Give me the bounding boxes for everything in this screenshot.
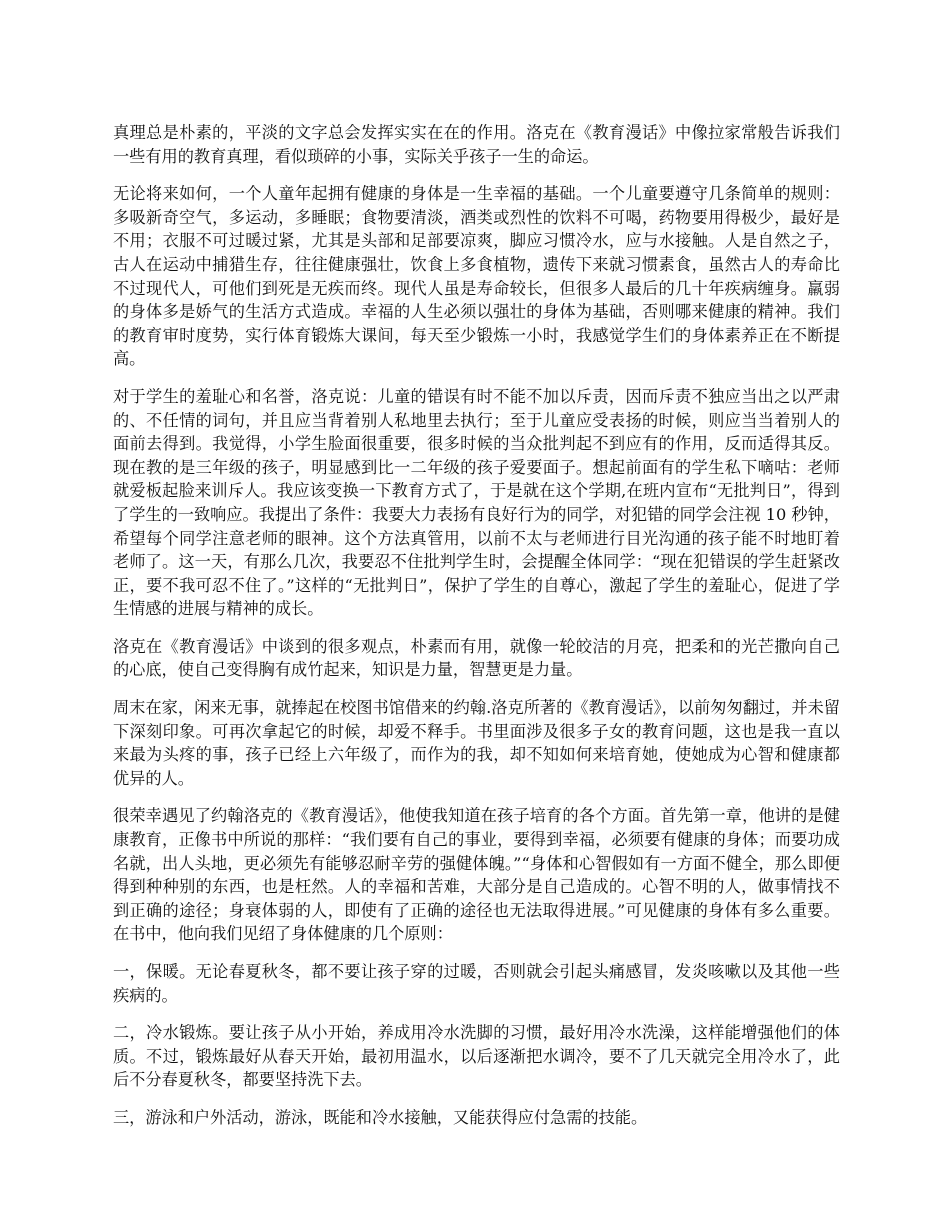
paragraph-3: 对于学生的羞耻心和名誉，洛克说：儿童的错误有时不能不加以斥责，因而斥责不独应当出之以严肃的、不任情的词句，并且应当背着别人私地里去执行；至于儿童应受表扬的时候，则应当当着别人的面前去得到。我觉得，小学生脸面很重要，很多时候的当众批判起不到应有的作用，反而适得其反。现在教的是三年级的孩子，明显感到比一二年级的孩子爱要面子。想起前面有的学生私下嘀咕：老师就爱板起脸来训斥人。我应该变换一下教育方式了，于是就在这个学期,在班内宣布“无批判日”，得到了学生的一致响应。我提出了条件：我要大力表扬有良好行为的同学，对犯错的同学会注视 10 秒钟，希望每个同学注意老师的眼神。这个方法真管用，以前不太与老师进行目光沟通的孩子能不时地盯着老师了。这一天，有那么几次，我要忍不住批判学生时，会提醒全体同学：“现在犯错误的学生赶紧改正，要不我可忍不住了。”这样的“无批判日”，保护了学生的自尊心，激起了学生的羞耻心，促进了学生情感的进展与精神的成长。 [113, 386, 840, 619]
paragraph-9: 三，游泳和户外活动，游泳，既能和冷水接触，又能获得应付急需的技能。 [113, 1107, 648, 1127]
paragraph-1: 真理总是朴素的，平淡的文字总会发挥实实在在的作用。洛克在《教育漫话》中像拉家常般告诉我们一些有用的教育真理，看似琐碎的小事，实际关乎孩子一生的命运。 [113, 123, 840, 166]
paragraph-4: 洛克在《教育漫话》中谈到的很多观点，朴素而有用，就像一轮皎洁的月亮，把柔和的光芒撒向自己的心底，使自己变得胸有成竹起来，知识是力量，智慧更是力量。 [113, 636, 840, 680]
paragraph-7: 一，保暖。无论春夏秋冬，都不要让孩子穿的过暖，否则就会引起头痛感冒，发炎咳嗽以及其他一些疾病的。 [113, 962, 840, 1005]
paragraph-2: 无论将来如何，一个人童年起拥有健康的身体是一生幸福的基础。一个儿童要遵守几条简单的规则：多吸新奇空气，多运动，多睡眠；食物要清淡，酒类或烈性的饮料不可喝，药物要用得极少，最好是不用；衣服不可过暖过紧，尤其是头部和足部要凉爽，脚应习惯冷水，应与水接触。人是自然之子，古人在运动中捕猎生存，往往健康强壮，饮食上多食植物，遗传下来就习惯素食，虽然古人的寿命比不过现代人，可他们到死是无疾而终。现代人虽是寿命较长，但很多人最后的几十年疾病缠身。羸弱的身体多是娇气的生活方式造成。幸福的人生必须以强壮的身体为基础，否则哪来健康的精神。我们的教育审时度势，实行体育锻炼大课间，每天至少锻炼一小时，我感觉学生们的身体素养正在不断提高。 [113, 184, 840, 369]
paragraph-5: 周末在家，闲来无事，就捧起在校图书馆借来的约翰.洛克所著的《教育漫话》，以前匆匆翻过，并未留下深刻印象。可再次拿起它的时候，却爱不释手。书里面涉及很多子女的教育问题，这也是我一直以来最为头疼的事，孩子已经上六年级了，而作为的我，却不知如何来培育她，使她成为心智和健康都优异的人。 [113, 698, 840, 788]
paragraph-6: 很荣幸遇见了约翰洛克的《教育漫话》，他使我知道在孩子培育的各个方面。首先第一章，他讲的是健康教育，正像书中所说的那样：“我们要有自己的事业，要得到幸福，必须要有健康的身体；而要功成名就，出人头地，更必须先有能够忍耐辛劳的强健体魄。”“身体和心智假如有一方面不健全，那么即便得到种种别的东西，也是枉然。人的幸福和苦难，大部分是自己造成的。心智不明的人，做事情找不到正确的途径；身衰体弱的人，即使有了正确的途径也无法取得进展。”可见健康的身体有多么重要。在书中，他向我们见绍了身体健康的几个原则： [113, 806, 840, 944]
document-page [113, 121, 840, 1144]
paragraph-8: 二，冷水锻炼。要让孩子从小开始，养成用冷水洗脚的习惯，最好用冷水洗澡，这样能增强他们的体质。不过，锻炼最好从春天开始，最初用温水，以后逐渐把水调冷，要不了几天就完全用冷水了，此后不分春夏秋冬，都要坚持洗下去。 [113, 1023, 840, 1090]
